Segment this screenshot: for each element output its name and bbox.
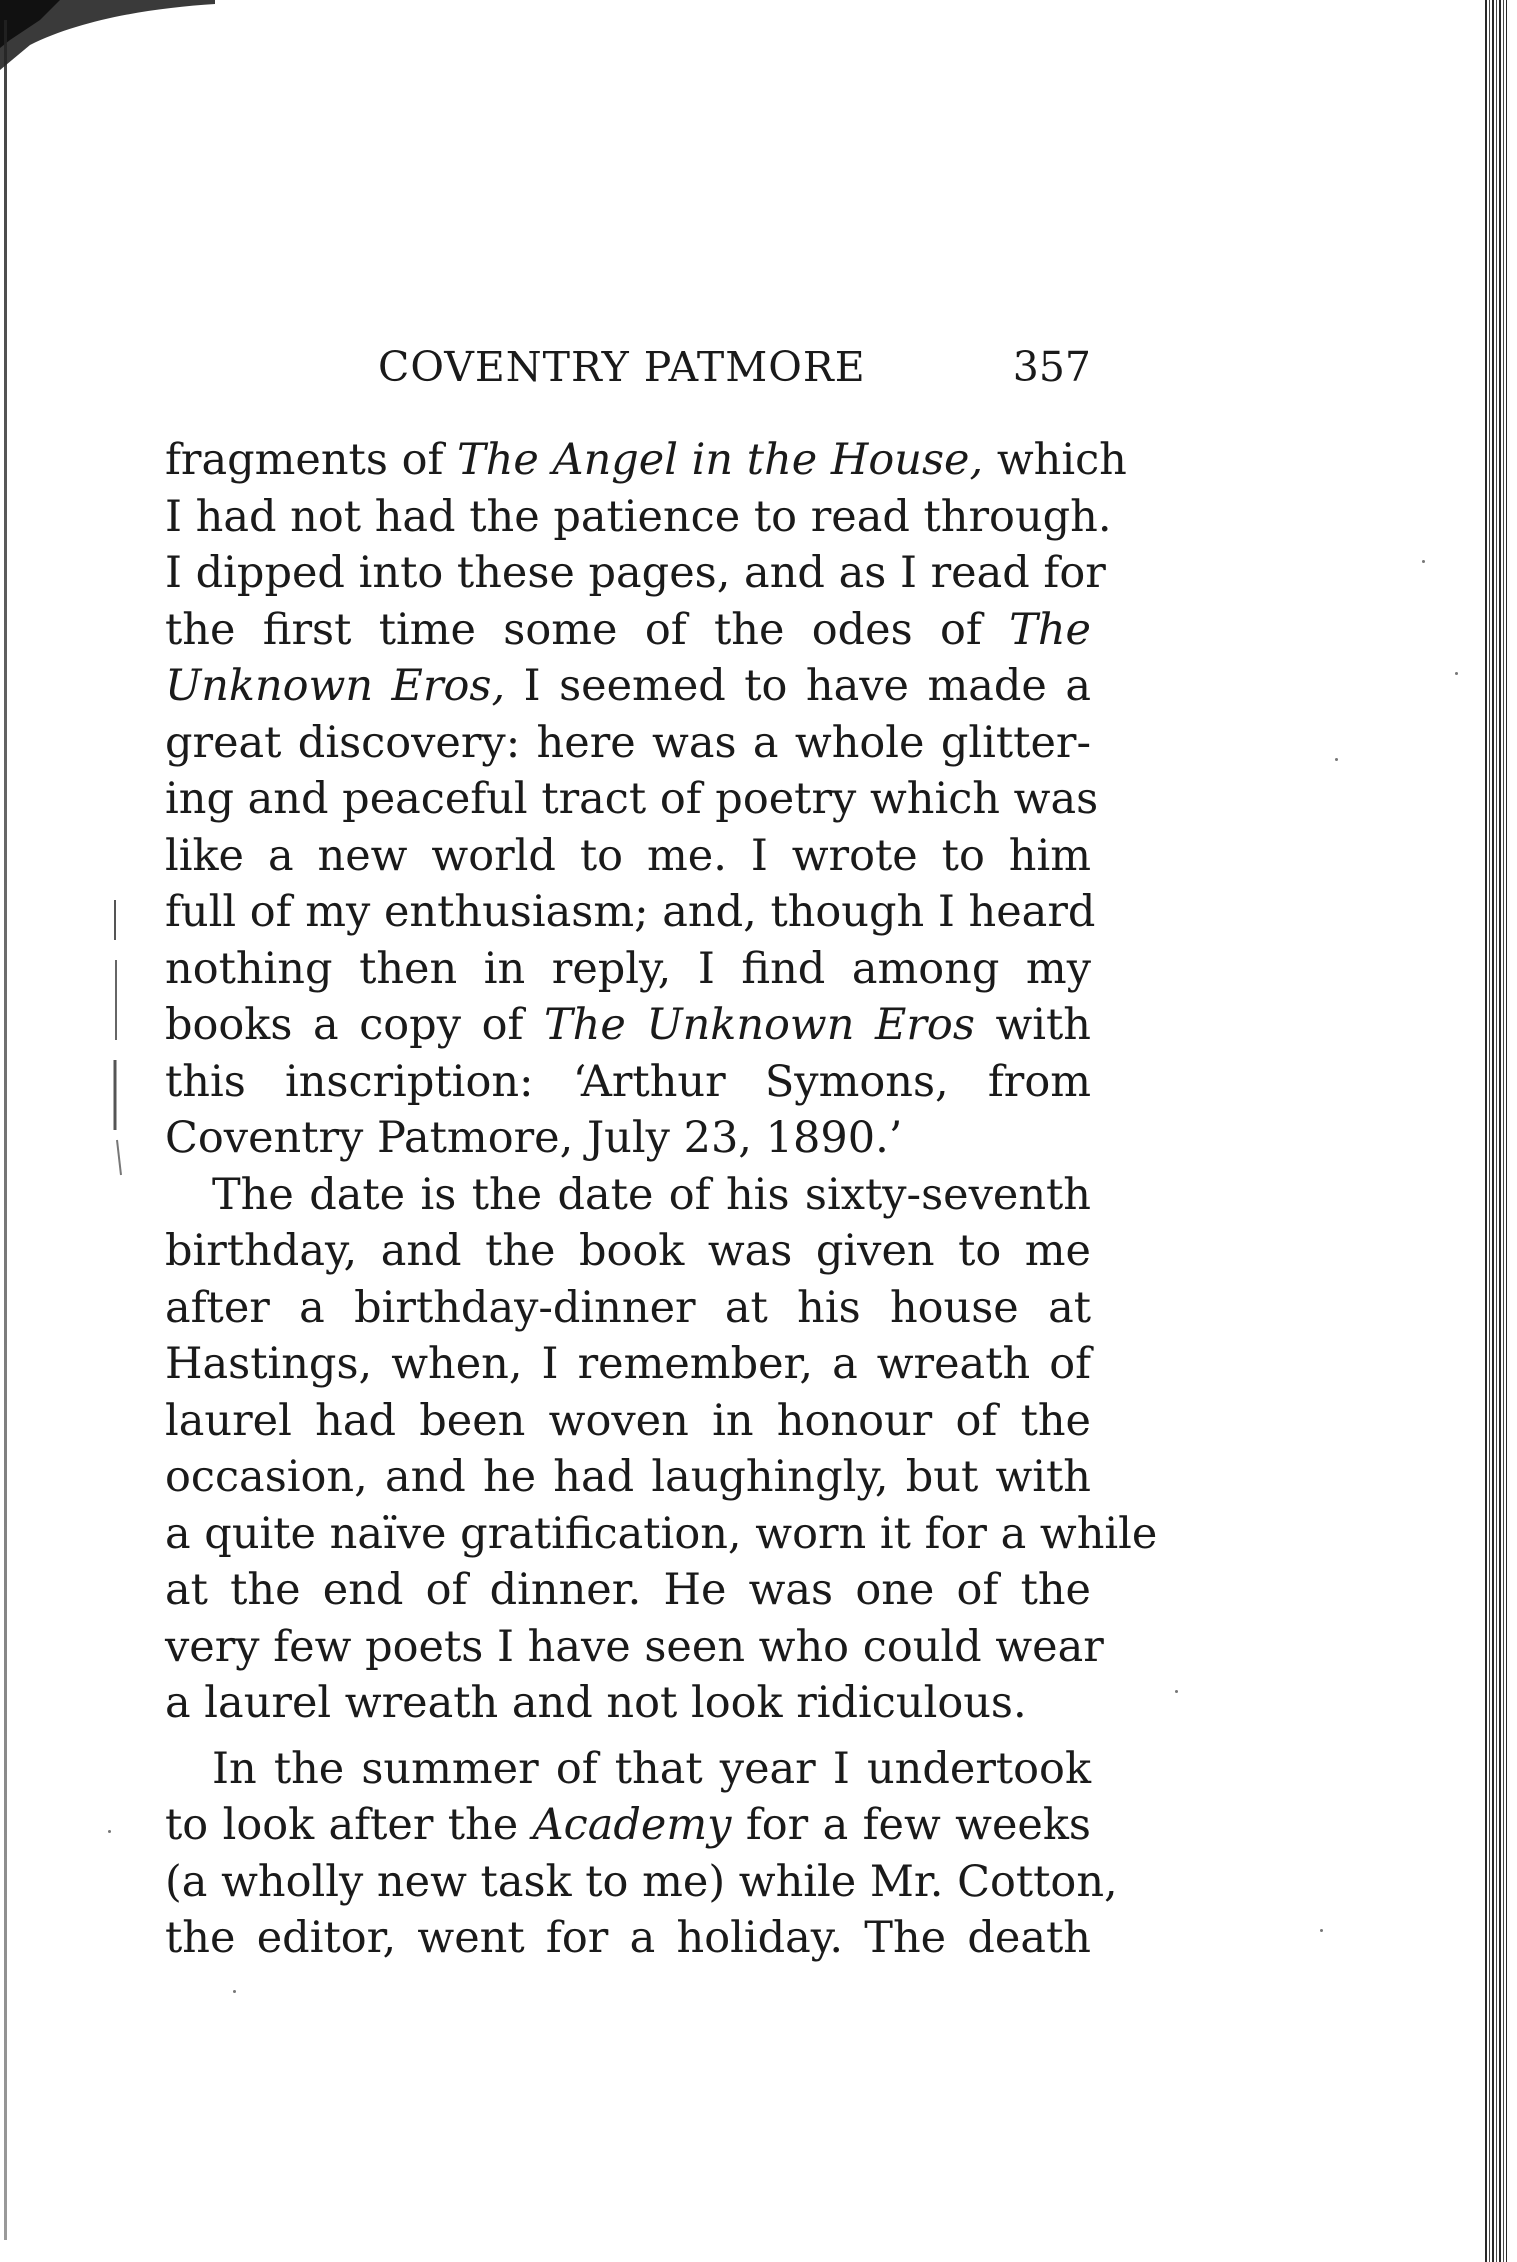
text-line: to look after the Academy for a few weeks (165, 1800, 1091, 1850)
text-line: I dipped into these pages, and as I read for (165, 548, 1106, 598)
text-line: a quite naïve gratification, worn it for a while (165, 1508, 1158, 1559)
text-line: laurel had been woven in honour of the (165, 1395, 1091, 1446)
text-line: nothing then in reply, I find among my (165, 943, 1091, 994)
scan-speck (108, 1830, 111, 1833)
text-line: the editor, went for a holiday. The death (165, 1913, 1091, 1963)
italic-title: The Unknown Eros (543, 1000, 975, 1050)
text-line: the first time some of the odes of The (165, 604, 1091, 655)
scan-speck (233, 1990, 236, 1993)
page-number: 357 (1012, 343, 1091, 391)
text-line: very few poets I have seen who could wear (165, 1621, 1104, 1672)
italic-title: The (1009, 604, 1091, 655)
italic-title: The Angel in the House, (457, 435, 984, 485)
text-line: books a copy of The Unknown Eros with (165, 1000, 1091, 1050)
scan-speck (1320, 1929, 1323, 1932)
text-line: full of my enthusiasm; and, though I heard (165, 887, 1096, 937)
scan-speck (1175, 1690, 1178, 1693)
text-line: In the summer of that year I undertook (212, 1743, 1091, 1794)
text-line: this inscription: ‘Arthur Symons, from (165, 1056, 1091, 1107)
running-title: COVENTRY PATMORE (378, 343, 866, 391)
scan-corner-shadow (0, 0, 215, 70)
text-line: (a wholly new task to me) while Mr. Cotton, (165, 1856, 1118, 1907)
paragraph-gap (165, 1732, 1091, 1741)
running-head (165, 343, 1091, 403)
text-line: great discovery: here was a whole glitter- (165, 717, 1091, 768)
text-line: like a new world to me. I wrote to him (165, 830, 1091, 881)
text-line: I had not had the patience to read through. (165, 491, 1112, 542)
text-line: fragments of The Angel in the House, which (165, 435, 1127, 485)
scan-right-edge (1485, 0, 1507, 2262)
text-line: Coventry Patmore, July 23, 1890.’ (165, 1113, 903, 1163)
text-line: Unknown Eros, I seemed to have made a (165, 661, 1091, 711)
body-text (165, 432, 1158, 1967)
scan-margin-marks (105, 900, 125, 1180)
text-line: Hastings, when, I remember, a wreath of (165, 1339, 1091, 1389)
text-line: at the end of dinner. He was one of the (165, 1565, 1091, 1615)
scan-speck (1422, 560, 1425, 563)
text-line: occasion, and he had laughingly, but with (165, 1452, 1091, 1502)
italic-title: Academy (532, 1800, 732, 1850)
text-line: birthday, and the book was given to me (165, 1226, 1091, 1276)
text-line: after a birthday-dinner at his house at (165, 1282, 1091, 1333)
scan-speck (1455, 672, 1458, 675)
scan-speck (1335, 758, 1338, 761)
scan-left-edge (4, 20, 7, 2240)
text-line: ing and peaceful tract of poetry which was (165, 774, 1099, 824)
text-line: a laurel wreath and not look ridiculous. (165, 1678, 1027, 1728)
italic-title: Unknown Eros, (165, 661, 506, 711)
text-line: The date is the date of his sixty-seventh (212, 1169, 1091, 1220)
